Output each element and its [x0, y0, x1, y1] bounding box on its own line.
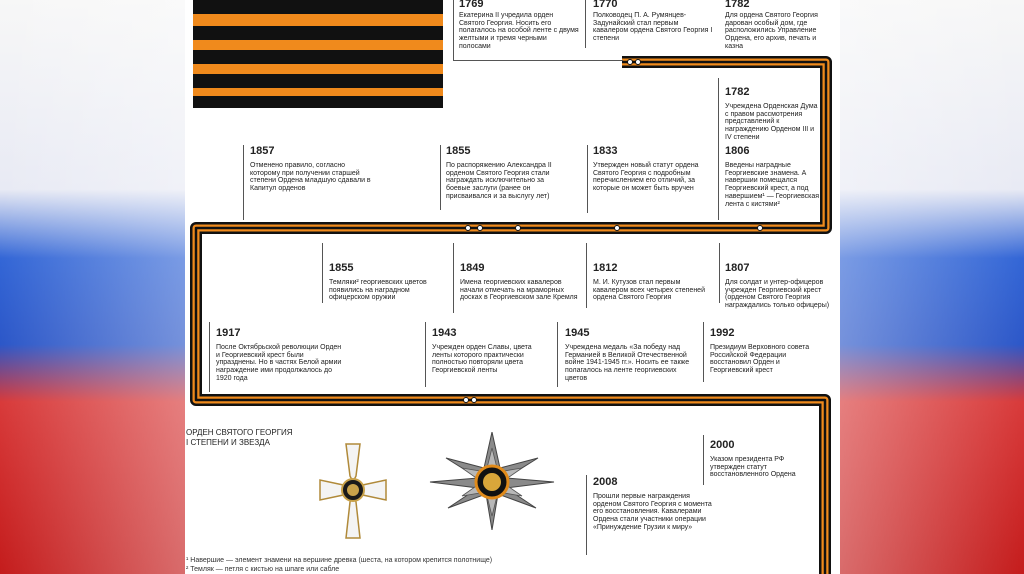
entry-year: 1833	[593, 145, 618, 157]
connector-line	[718, 145, 719, 220]
connector-line	[587, 145, 588, 213]
st-george-ribbon	[193, 0, 443, 108]
entry-year: 1806	[725, 145, 750, 157]
entry-year: 1770	[593, 0, 618, 10]
entry-year: 1855	[329, 262, 354, 274]
entry-text: Введены наградные Георгиевские знамена. А навершии помещался Георгиевский крест, а под навершием¹ — Георгиевская лента с кистями²	[725, 162, 820, 208]
timeline-entry	[593, 476, 718, 532]
timeline-entry	[710, 327, 820, 375]
entry-text: Темляки² георгиевских цветов появились на наградном офицерском оружии	[329, 279, 427, 302]
order-cross-icon	[318, 442, 388, 540]
connector-line	[209, 322, 210, 392]
entry-year: 1992	[710, 327, 735, 339]
timeline-entry	[725, 86, 820, 142]
timeline-entry	[459, 0, 579, 51]
awards-caption	[186, 428, 293, 448]
timeline-entry	[593, 145, 708, 193]
connector-line	[718, 78, 719, 148]
timeline-entry	[460, 262, 578, 302]
caption-line-1: ОРДЕН СВЯТОГО ГЕОРГИЯ	[186, 428, 293, 437]
timeline-entry	[565, 327, 695, 383]
timeline-entry	[446, 145, 564, 201]
entry-year: 1857	[250, 145, 275, 157]
entry-year: 1769	[459, 0, 484, 10]
entry-year: 2000	[710, 439, 735, 451]
entry-text: Утвержден новый статут ордена Святого Георгия с подробным перечислением его отличий, за которые он может быть вручен	[593, 162, 699, 193]
footnote: ² Темляк — петля с кистью на шпаге или сабле	[186, 566, 340, 573]
connector-line	[703, 322, 704, 382]
entry-text: Имена георгиевских кавалеров начали отмечать на мраморных досках в Георгиевском зале Кремля	[460, 279, 578, 302]
entry-year: 1943	[432, 327, 457, 339]
connector-line	[440, 145, 441, 210]
connector-line	[425, 322, 426, 387]
timeline-entry	[329, 262, 444, 302]
entry-text: Для солдат и унтер-офицеров учрежден Георгиевский крест (орденом Святого Георгия награждались только офицеры)	[725, 279, 830, 310]
entry-year: 1849	[460, 262, 485, 274]
entry-year: 1917	[216, 327, 241, 339]
entry-text: Президиум Верховного совета Российской Федерации восстановил Орден и Георгиевский крест	[710, 344, 810, 375]
entry-year: 1855	[446, 145, 471, 157]
connector-line	[557, 322, 558, 387]
entry-text: Учреждена Орденская Дума с правом рассмотрения представлений к награждению Орденом III и IV степени	[725, 103, 818, 141]
entry-text: После Октябрьской революции Орден и Георгиевский крест были упразднены. Но в частях Белой армии награждение ими продолжалось до 1920 года	[216, 344, 342, 382]
entry-year: 1945	[565, 327, 590, 339]
entry-text: Учрежден орден Славы, цвета ленты которого практически полностью повторяли цвета Георгиевской ленты	[432, 344, 532, 375]
connector-line	[586, 243, 587, 308]
entry-year: 2008	[593, 476, 618, 488]
entry-year: 1812	[593, 262, 618, 274]
timeline-entry	[432, 327, 552, 375]
entry-text: Отменено правило, согласно которому при получении старшей степени Ордена младшую сдавали в Капитул орденов	[250, 162, 371, 193]
timeline-entry	[725, 262, 833, 310]
entry-year: 1807	[725, 262, 750, 274]
caption-line-2: I СТЕПЕНИ И ЗВЕЗДА	[186, 438, 270, 447]
entry-text: Учреждена медаль «За победу над Германией в Великой Отечественной войне 1941-1945 гг.». Носить ее также полагалось на ленте георгиевских цветов	[565, 344, 690, 382]
timeline-entry	[725, 0, 825, 51]
connector-line	[453, 60, 623, 61]
timeline-entry	[710, 439, 815, 479]
entry-text: Прошли первые награждения орденом Святого Георгия с момента его восстановления. Кавалерами Ордена стали участники операции «Принуждение Грузии к миру»	[593, 493, 712, 531]
connector-line	[585, 0, 586, 48]
entry-year: 1782	[725, 86, 750, 98]
order-star-icon	[428, 432, 556, 530]
entry-year: 1782	[725, 0, 750, 10]
connector-line	[453, 243, 454, 313]
entry-text: Для ордена Святого Георгия дарован особый дом, где расположились Управление Ордена, его архив, печать и казна	[725, 12, 818, 50]
connector-line	[453, 0, 454, 60]
connector-line	[586, 475, 587, 555]
entry-text: По распоряжению Александра II орденом Святого Георгия стали награждать исключительно за боевые заслуги (ранее он присваивался и за выслугу лет)	[446, 162, 552, 200]
timeline-entry	[593, 0, 713, 43]
timeline-entry	[216, 327, 346, 383]
footnote: ¹ Навершие — элемент знамени на вершине древка (шеста, на котором крепится полотнище)	[186, 557, 493, 564]
entry-text: Полководец П. А. Румянцев-Задунайский стал первым кавалером ордена Святого Георгия I степени	[593, 12, 713, 43]
connector-line	[322, 243, 323, 303]
timeline-entry	[593, 262, 711, 302]
connector-line	[243, 145, 244, 220]
entry-text: М. И. Кутузов стал первым кавалером всех четырех степеней ордена Святого Георгия	[593, 279, 705, 302]
timeline-entry	[725, 145, 823, 208]
entry-text: Екатерина II учредила орден Святого Георгия. Носить его полагалось на особой ленте с двумя желтыми и тремя черными полосами	[459, 12, 579, 50]
connector-line	[719, 243, 720, 303]
timeline-entry	[250, 145, 375, 193]
entry-text: Указом президента РФ утвержден статут восстановленного Ордена	[710, 456, 796, 479]
